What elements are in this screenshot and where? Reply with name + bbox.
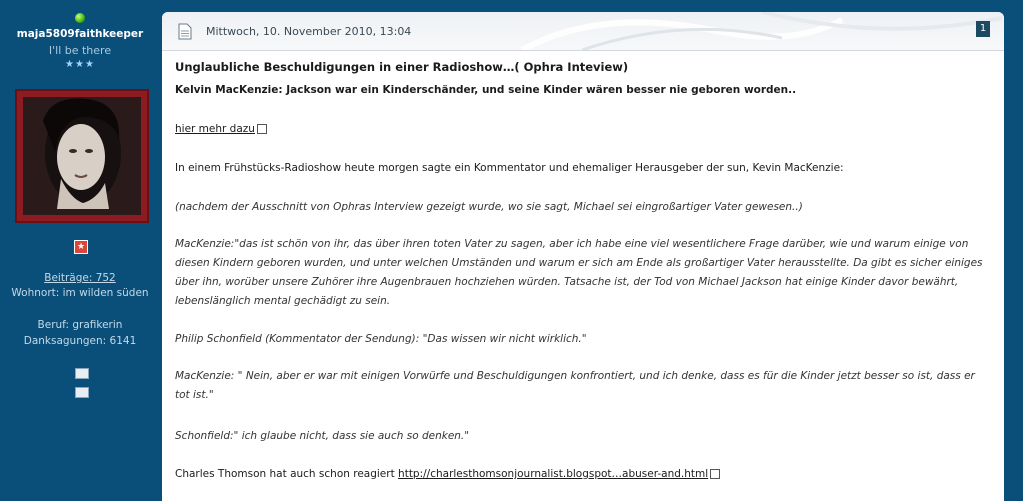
username[interactable]: maja5809faithkeeper	[16, 28, 144, 40]
post-number[interactable]: 1	[976, 21, 990, 37]
occupation: Beruf: grafikerin	[37, 319, 123, 331]
contact-icons	[65, 368, 99, 378]
post-date: Mittwoch, 10. November 2010, 13:04	[206, 25, 412, 38]
external-link-icon	[710, 469, 720, 479]
document-icon	[178, 23, 192, 40]
profile-card-icon[interactable]	[75, 368, 89, 379]
posts-count[interactable]	[0, 271, 160, 286]
paragraph-1: In einem Frühstücks-Radioshow heute morgen sagte ein Kommentator und ehemaliger Herausgeber der sun, Kevin MacKenzie:	[175, 162, 844, 174]
avatar-image	[17, 91, 147, 221]
online-status-icon	[75, 13, 85, 23]
residence: Wohnort: im wilden süden	[11, 287, 149, 299]
user-title: I'll be there	[48, 44, 112, 57]
header-swirl-decoration	[462, 12, 1002, 50]
post-header	[162, 12, 1004, 51]
post	[162, 12, 1004, 501]
paragraph-6: Schonfield:" ich glaube nicht, dass sie auch so denken."	[175, 430, 470, 442]
rank-badge-icon: ★	[74, 240, 88, 254]
user-sidebar	[0, 0, 160, 501]
rank-stars: ★★★	[65, 59, 95, 70]
paragraph-7-text: Charles Thomson hat auch schon reagiert	[175, 468, 399, 480]
thanks-count: Danksagungen: 6141	[23, 335, 137, 347]
avatar[interactable]	[15, 89, 149, 223]
paragraph-4: Philip Schonfield (Kommentator der Sendung): "Das wissen wir nicht wirklich."	[175, 333, 587, 345]
paragraph-3: MacKenzie:"das ist schön von ihr, das über ihren toten Vater zu sagen, aber ich habe eine viel wesentlichere Frage darüber, wie und warum einige von diesen Kindern geboren wurden, und unter welchen Umständen und warum er sich am Ende als großartiger Vater herausstellte. Da gibt es sicher einiges über ihn, worüber unsere Zuhörer ihre Augenbrauen hochziehen würden. Tatsache ist, der Tod von Michael Jackson hat einige Kinder davor bewährt, lebenslänglich mental gechädigt zu sein.	[175, 238, 983, 307]
blog-link[interactable]: http://charlesthomsonjournalist.blogspot…abuser-and.html	[398, 468, 709, 480]
posts-link[interactable]: Beiträge: 752	[44, 272, 116, 284]
post-subtitle: Kelvin MacKenzie: Jackson war ein Kinderschänder, und seine Kinder wären besser nie geboren worden..	[175, 84, 797, 96]
paragraph-7	[175, 468, 720, 480]
post-title: Unglaubliche Beschuldigungen in einer Radioshow…( Ophra Inteview)	[175, 60, 629, 74]
mail-icon[interactable]	[75, 387, 89, 398]
paragraph-2: (nachdem der Ausschnitt von Ophras Interview gezeigt wurde, wo sie sagt, Michael sei eingroßartiger Vater gewesen..)	[175, 201, 803, 213]
more-link-row	[175, 123, 267, 135]
more-link[interactable]: hier mehr dazu	[175, 123, 255, 135]
paragraph-5: MacKenzie: " Nein, aber er war mit einigen Vorwürfe und Beschuldigungen konfrontiert, und ich denke, dass es für die Kinder jetzt besser so ist, dass er tot ist."	[175, 370, 975, 401]
external-link-icon	[257, 124, 267, 134]
